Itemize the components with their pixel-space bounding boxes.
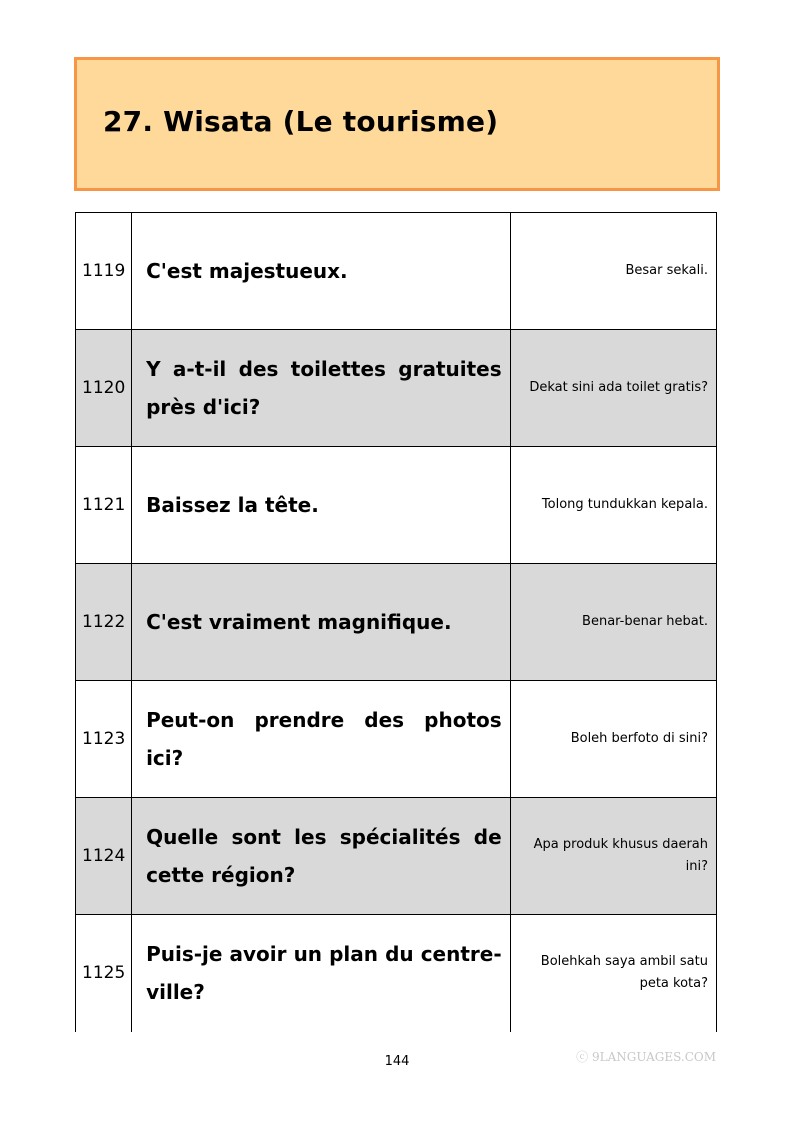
table-row bbox=[76, 681, 717, 798]
french-phrase: Peut-on prendre des photos ici? bbox=[132, 681, 511, 798]
table-row bbox=[76, 798, 717, 915]
indonesian-translation: Benar-benar hebat. bbox=[510, 564, 716, 681]
french-phrase: Y a-t-il des toilettes gratuites près d'ici? bbox=[132, 330, 511, 447]
section-title: 27. Wisata (Le tourisme) bbox=[103, 105, 499, 138]
french-phrase: Baissez la tête. bbox=[132, 447, 511, 564]
table-row bbox=[76, 213, 717, 330]
french-phrase: Puis-je avoir un plan du centre-ville? bbox=[132, 915, 511, 1032]
indonesian-translation: Dekat sini ada toilet gratis? bbox=[510, 330, 716, 447]
phrase-number: 1123 bbox=[76, 681, 132, 798]
phrase-number: 1122 bbox=[76, 564, 132, 681]
table-row bbox=[76, 447, 717, 564]
phrase-number: 1121 bbox=[76, 447, 132, 564]
table-row bbox=[76, 330, 717, 447]
french-phrase: C'est majestueux. bbox=[132, 213, 511, 330]
phrase-number: 1124 bbox=[76, 798, 132, 915]
indonesian-translation: Tolong tundukkan kepala. bbox=[510, 447, 716, 564]
indonesian-translation: Apa produk khusus daerah ini? bbox=[510, 798, 716, 915]
french-phrase: C'est vraiment magnifique. bbox=[132, 564, 511, 681]
french-phrase: Quelle sont les spécialités de cette région? bbox=[132, 798, 511, 915]
table-row bbox=[76, 564, 717, 681]
indonesian-translation: Boleh berfoto di sini? bbox=[510, 681, 716, 798]
indonesian-translation: Besar sekali. bbox=[510, 213, 716, 330]
copyright-watermark: ⓒ 9LANGUAGES.COM bbox=[576, 1050, 716, 1064]
table-row bbox=[76, 915, 717, 1032]
phrase-table bbox=[75, 212, 717, 1032]
phrase-number: 1120 bbox=[76, 330, 132, 447]
phrase-number: 1125 bbox=[76, 915, 132, 1032]
indonesian-translation: Bolehkah saya ambil satu peta kota? bbox=[510, 915, 716, 1032]
page-number: 144 bbox=[384, 1054, 410, 1069]
section-header bbox=[74, 57, 720, 191]
phrase-number: 1119 bbox=[76, 213, 132, 330]
